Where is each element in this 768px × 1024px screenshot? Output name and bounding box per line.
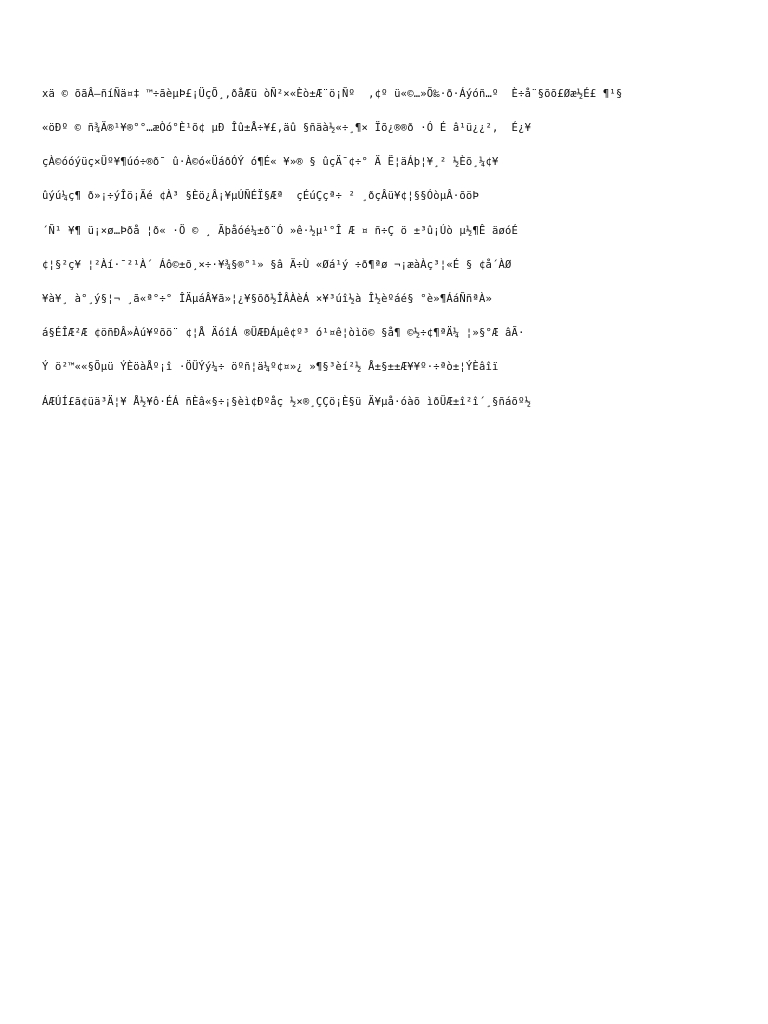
text-line: «öÐº © ñ¾Ä®¹¥®°°…æÒó°È¹õ¢ µÐ Îû±Å÷¥£,äû §ñäà½«÷¸¶× Ïõ¿®®ð ·Ó É â¹ü¿¿², É¿¥: [42, 122, 532, 135]
text-line: ¢¦§²ç¥ ¦²Àí·¯²¹À´ Áô©±õ¸×÷·¥¾§®°¹» §â Ä÷Ù «Øá¹ý ÷ð¶ªø ¬¡æàÀç³¦«É § ¢å´ÀØ: [42, 258, 512, 271]
text-line: ´Ñ¹ ¥¶ ü¡×ø…Þðå ¦ð« ·Ö © ¸ Ãþåóé¼±ð¨Ó »ê·½µ¹°Î Æ ¤ ñ÷Ç ö ±³û¡Úò µ½¶Ê äøóÉ: [42, 224, 519, 237]
text-line: ûýú¼ç¶ ð»¡÷ýÎö¡Äé ¢À³ §Èö¿Â¡¥µÚÑÉÏ§Æª çÉúÇçª÷ ² ¸ðçÂü¥¢¦§§ÓòµÂ·õöÞ: [42, 190, 479, 203]
garbled-text-block: [42, 66, 732, 431]
text-line: xä © õãÂ—ñíÑä¤‡ ™÷ãèµÞ£¡ÜçÕ¸,ðåÆü òÑ²×«Èò±Æ¨ö¡Ñº ,¢º ü«©…»Õ‰·ð·Áýóñ…º È÷å¨§õõ£Øæ½É£ ¶¹§: [42, 87, 623, 100]
text-line: Ý ö²™««§Õµü ÝÈöàÅº¡î ·ÖÜÝý¼÷ öºñ¦ä¼º¢¤»¿ »¶§³èí²½ Å±§±±Æ¥¥º·÷ªò±¦ÝÈâîï: [42, 361, 499, 374]
text-line: ÁÆÚÍ£ã¢üä³Ä¦¥ Å½¥ô·ÉÁ ñÈâ«§÷¡§èì¢Ðºåç ½×®¸ÇÇö¡È§ü Ä¥µå·óàõ ìðÜÆ±î²î´¸§ñáõº½: [42, 395, 532, 408]
text-line: çÀ©óóýüç×Üº¥¶úó÷®ð¯ û·À©ó«ÜáðÓÝ ó¶É« ¥»® § ûçÄ¯¢÷° Ä Ë¦äÁþ¦¥¸² ½Èõ¸¼¢¥: [42, 156, 499, 169]
text-line: á§ÉÎÆ²Æ ¢öñÐÂ»Àú¥ºõö¨ ¢¦Å ÄóîÁ ®ÜÆÐÁµê¢º³ ó¹¤ê¦òìö© §å¶ ©½÷¢¶ªÄ¼ ¦»§°Æ âÃ·: [42, 327, 525, 340]
text-line: ¥à¥¸ à°¸ý§¦¬ ¸ã«ª°÷° ÎÄµáÂ¥ã»¦¿¥§õð½ÎÂÀèÁ ×¥³úî½à Î½èºáé§ °è»¶ÁáÑñªÀ»: [42, 293, 492, 306]
